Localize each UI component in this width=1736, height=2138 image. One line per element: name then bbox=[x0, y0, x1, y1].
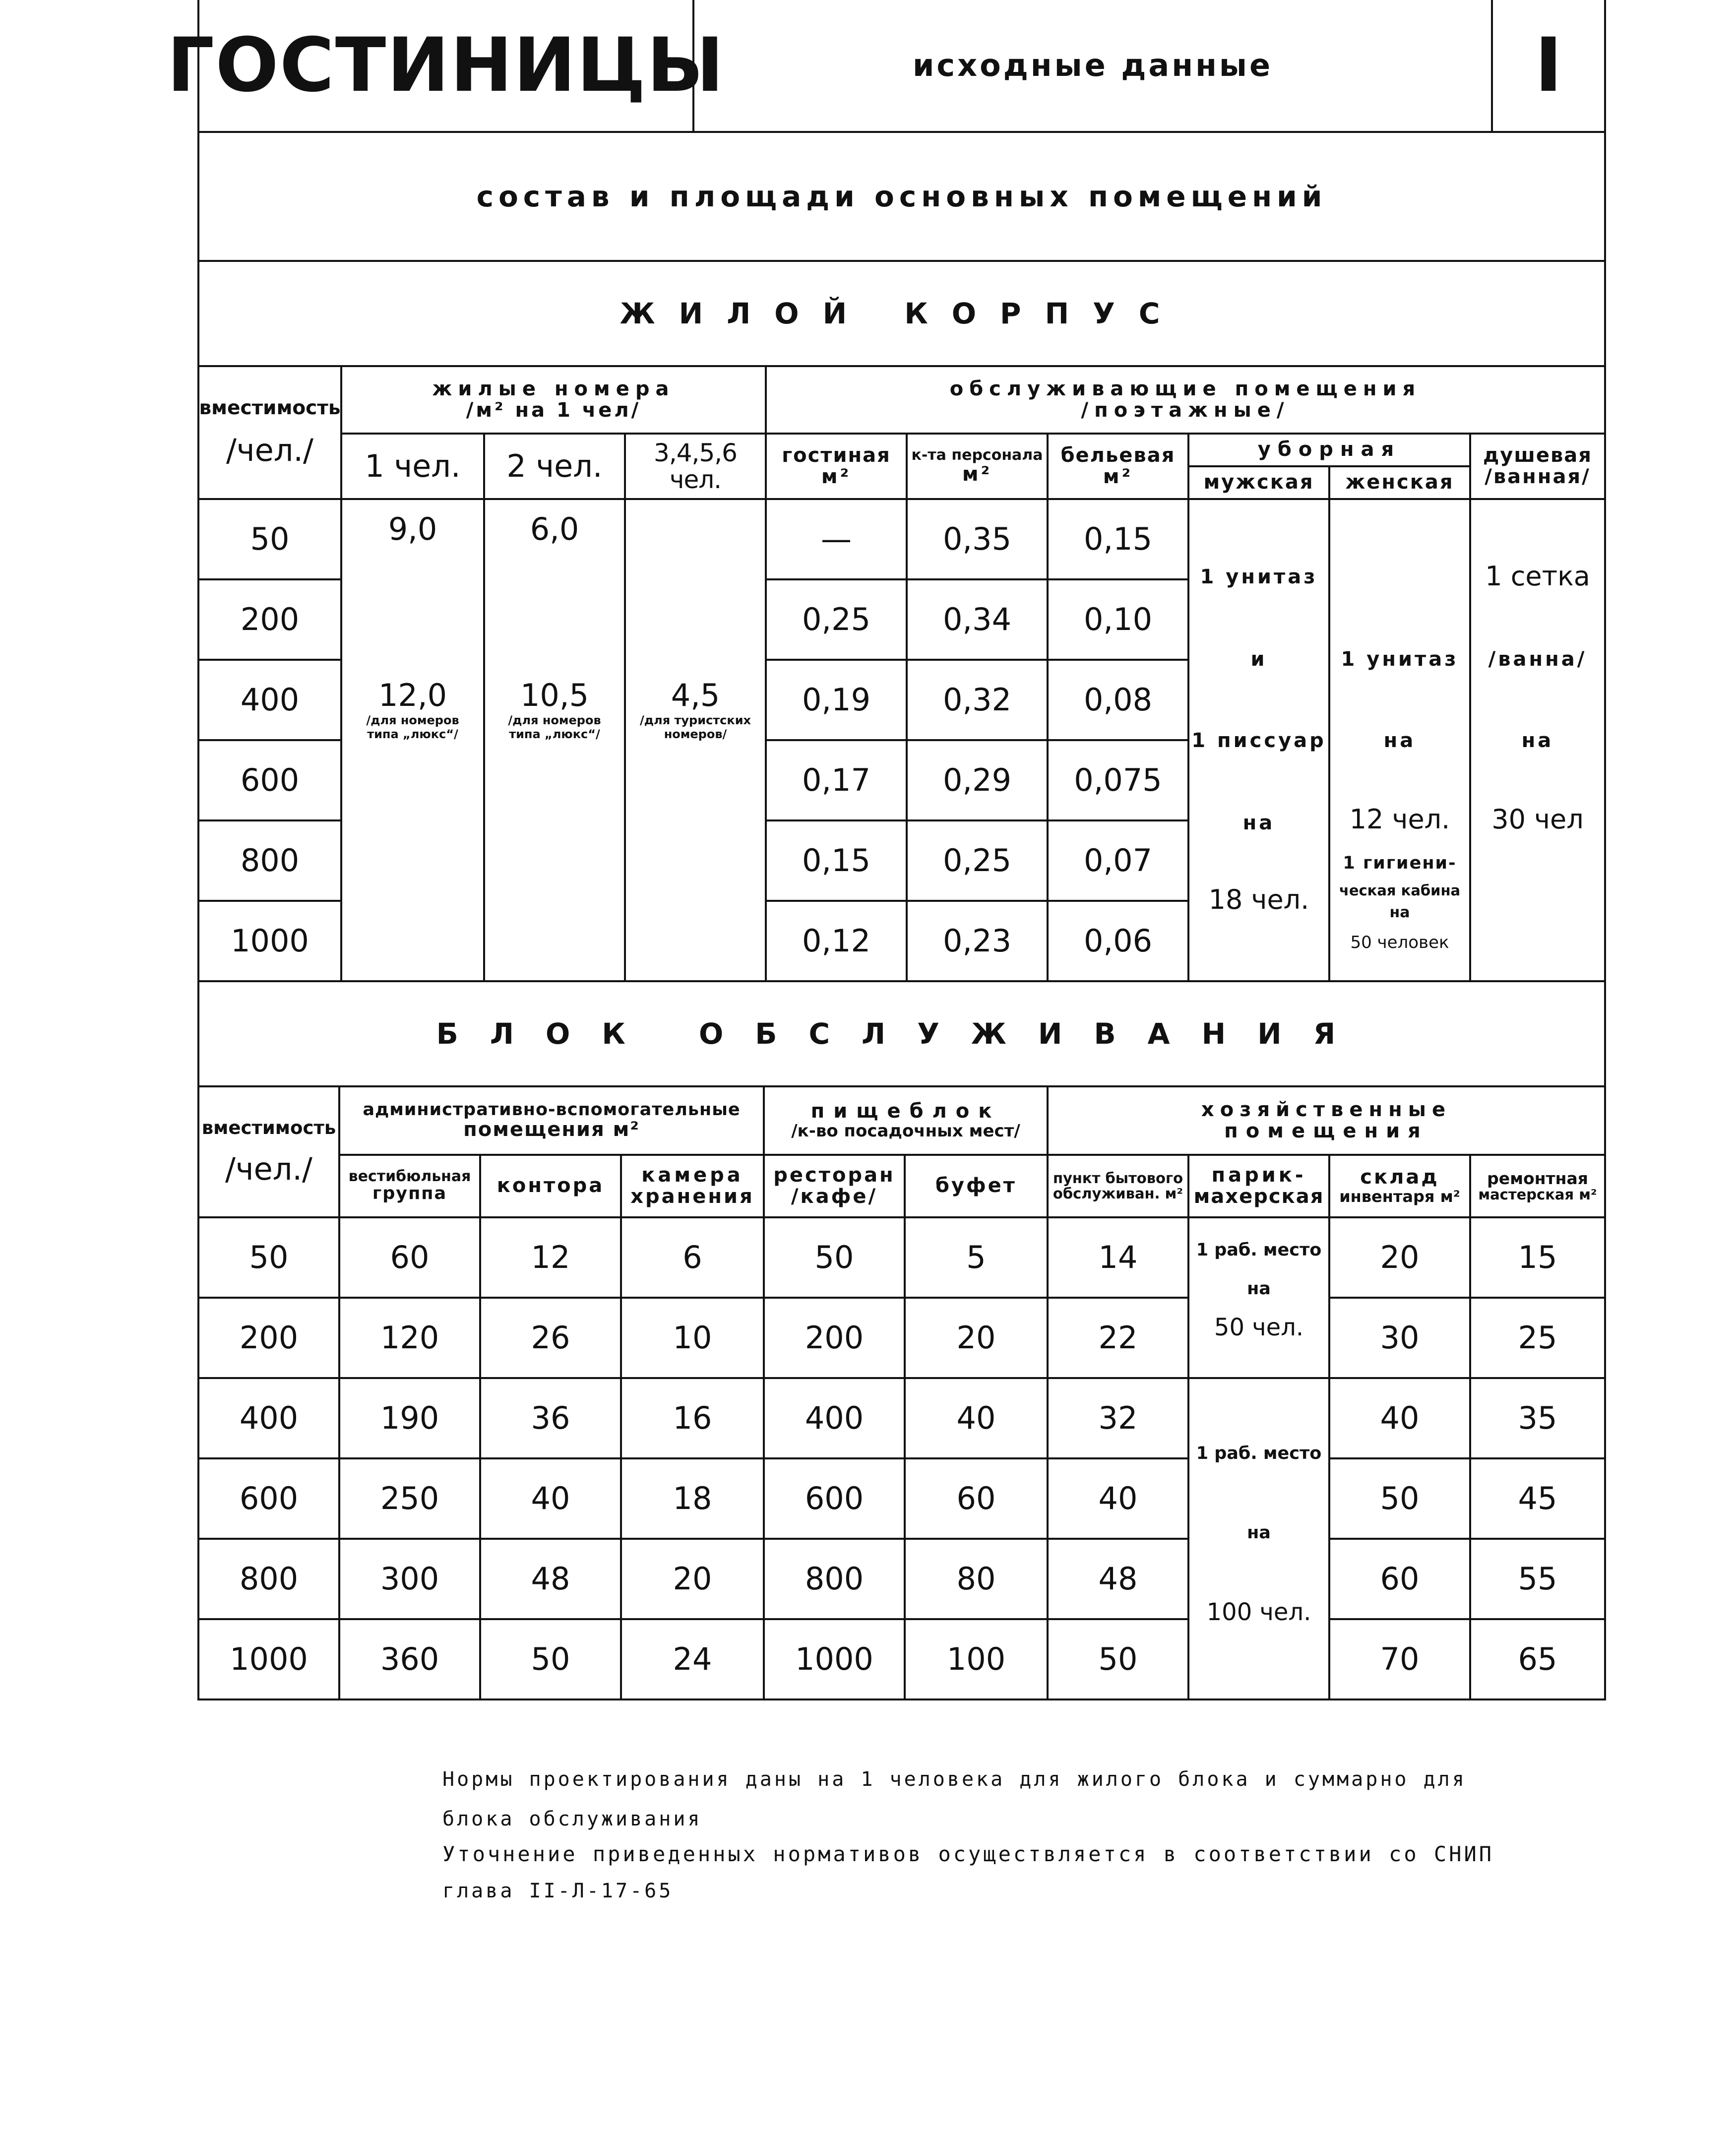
storage-header-line2: хранения bbox=[630, 1185, 754, 1208]
shower-header-line1: душевая bbox=[1483, 443, 1592, 467]
col-single-header bbox=[340, 433, 485, 500]
buffet-value: 5 bbox=[966, 1239, 986, 1275]
srv-capacity-value: 800 bbox=[239, 1560, 299, 1597]
staff-value: 0,23 bbox=[942, 922, 1012, 959]
toilet-women-label: женская bbox=[1345, 471, 1454, 494]
living-value: 0,15 bbox=[802, 842, 871, 879]
staff-cell bbox=[906, 819, 1049, 902]
restaurant-value: 1000 bbox=[795, 1640, 873, 1677]
restaurant-value: 600 bbox=[805, 1480, 864, 1516]
linen-header-line1: бельевая bbox=[1060, 443, 1176, 467]
linen-cell bbox=[1047, 498, 1189, 580]
workshop-cell bbox=[1469, 1216, 1606, 1299]
footnote-line-2: блока обслуживания bbox=[442, 1808, 702, 1830]
res-capacity-cell bbox=[197, 819, 342, 902]
restaurant-cell bbox=[763, 1457, 906, 1540]
col-lobby-header bbox=[338, 1154, 481, 1218]
single-lux-note: /для номеров bbox=[366, 713, 459, 727]
inventory-header-line2: инвентаря м² bbox=[1339, 1187, 1460, 1206]
srv-capacity-cell bbox=[197, 1457, 340, 1540]
office-cell bbox=[479, 1618, 622, 1700]
workshop-value: 65 bbox=[1518, 1640, 1557, 1677]
toilet-women-norm-1: 1 унитаз bbox=[1341, 648, 1459, 671]
workshop-header-line1: ремонтная bbox=[1487, 1168, 1588, 1188]
residential-title-cell bbox=[197, 260, 1606, 367]
rooms-group-line2: /м² на 1 чел/ bbox=[466, 399, 641, 422]
toilet-men-label: мужская bbox=[1203, 471, 1314, 494]
workshop-header-line2: мастерская м² bbox=[1478, 1186, 1597, 1203]
linen-value: 0,08 bbox=[1083, 681, 1153, 718]
admin-group-line2: помещения м² bbox=[463, 1118, 640, 1141]
workshop-cell bbox=[1469, 1297, 1606, 1379]
toilet-women-norm-3: 12 чел. bbox=[1349, 804, 1450, 835]
linen-cell bbox=[1047, 578, 1189, 661]
service-group-line1: обслуживающие помещения bbox=[949, 377, 1422, 400]
col-storage-header bbox=[620, 1154, 765, 1218]
restaurant-header-line2: /кафе/ bbox=[791, 1185, 878, 1208]
col-double-label: 2 чел. bbox=[506, 447, 603, 484]
consumer-cell bbox=[1047, 1457, 1189, 1540]
storage-value: 20 bbox=[673, 1560, 712, 1597]
lobby-cell bbox=[338, 1538, 481, 1620]
living-value: 0,25 bbox=[802, 601, 871, 637]
toilet-men-norm-5: 18 чел. bbox=[1208, 884, 1309, 915]
living-cell bbox=[765, 498, 908, 580]
res-capacity-value: 400 bbox=[240, 681, 300, 718]
inventory-value: 50 bbox=[1380, 1480, 1420, 1516]
inventory-cell bbox=[1328, 1457, 1471, 1540]
staff-value: 0,32 bbox=[942, 681, 1012, 718]
col-living-header bbox=[765, 433, 908, 500]
shower-norm-4: 30 чел bbox=[1491, 804, 1584, 835]
food-group-line2: /к-во посадочных мест/ bbox=[791, 1121, 1020, 1141]
multi-room-note: /для туристских bbox=[640, 713, 751, 727]
storage-header-line1: камера bbox=[641, 1163, 744, 1187]
barber-norm-1-c: 50 чел. bbox=[1214, 1314, 1304, 1341]
shower-header-line2: /ванная/ bbox=[1485, 465, 1591, 488]
multi-room-tourist bbox=[624, 677, 767, 741]
storage-cell bbox=[620, 1297, 765, 1379]
restaurant-header-line1: ресторан bbox=[773, 1163, 895, 1187]
inventory-value: 70 bbox=[1380, 1640, 1420, 1677]
storage-cell bbox=[620, 1618, 765, 1700]
srv-capacity-cell bbox=[197, 1377, 340, 1459]
office-value: 12 bbox=[531, 1239, 570, 1275]
buffet-cell bbox=[904, 1377, 1049, 1459]
consumer-value: 32 bbox=[1098, 1399, 1138, 1436]
toilet-men-norm-1: 1 унитаз bbox=[1200, 566, 1318, 588]
living-value: 0,12 bbox=[802, 922, 871, 959]
workshop-cell bbox=[1469, 1377, 1606, 1459]
footnote-line-1: Нормы проектирования даны на 1 человека для жилого блока и суммарно для bbox=[442, 1768, 1467, 1791]
lobby-cell bbox=[338, 1377, 481, 1459]
multi-room-value: 4,5 bbox=[671, 677, 720, 713]
drawing-sheet bbox=[167, 0, 1606, 1697]
linen-cell bbox=[1047, 900, 1189, 982]
household-group-line2: помещения bbox=[1224, 1120, 1428, 1142]
title-cell bbox=[167, 0, 725, 133]
multi-room-note-2: номеров/ bbox=[664, 727, 727, 741]
storage-value: 10 bbox=[673, 1319, 712, 1356]
office-cell bbox=[479, 1538, 622, 1620]
linen-value: 0,06 bbox=[1083, 922, 1153, 959]
living-header-line1: гостиная bbox=[782, 443, 891, 467]
inventory-cell bbox=[1328, 1618, 1471, 1700]
srv-capacity-value: 200 bbox=[239, 1319, 299, 1356]
staff-cell bbox=[906, 900, 1049, 982]
col-single-label: 1 чел. bbox=[365, 447, 461, 484]
buffet-value: 80 bbox=[956, 1560, 996, 1597]
admin-group-header bbox=[338, 1085, 765, 1156]
consumer-cell bbox=[1047, 1618, 1189, 1700]
col-shower-header bbox=[1469, 433, 1606, 500]
res-capacity-value: 1000 bbox=[231, 922, 309, 959]
office-cell bbox=[479, 1297, 622, 1379]
staff-value: 0,29 bbox=[942, 761, 1012, 798]
buffet-cell bbox=[904, 1297, 1049, 1379]
footnote-line-4: глава II-Л-17-65 bbox=[442, 1880, 674, 1902]
storage-cell bbox=[620, 1538, 765, 1620]
res-capacity-cell bbox=[197, 739, 342, 821]
consumer-cell bbox=[1047, 1297, 1189, 1379]
workshop-value: 35 bbox=[1518, 1399, 1557, 1436]
col-workshop-header bbox=[1469, 1154, 1606, 1218]
restaurant-value: 400 bbox=[805, 1399, 864, 1436]
barber-norm-1-a: 1 раб. место bbox=[1196, 1240, 1322, 1260]
restaurant-value: 800 bbox=[805, 1560, 864, 1597]
srv-capacity-cell bbox=[197, 1538, 340, 1620]
col-inventory-header bbox=[1328, 1154, 1471, 1218]
res-capacity-cell bbox=[197, 498, 342, 580]
lobby-value: 60 bbox=[390, 1239, 430, 1275]
linen-cell bbox=[1047, 819, 1189, 902]
col-consumer-header bbox=[1047, 1154, 1189, 1218]
inventory-header-line1: склад bbox=[1360, 1166, 1439, 1189]
document-subtitle: исходные данные bbox=[912, 47, 1273, 83]
col-multi-label: 3,4,5,6 чел. bbox=[654, 439, 737, 494]
living-value: 0,19 bbox=[802, 681, 871, 718]
consumer-header-line1: пункт бытового bbox=[1053, 1169, 1183, 1187]
document-title: ГОСТИНИЦЫ bbox=[167, 22, 725, 109]
office-cell bbox=[479, 1457, 622, 1540]
storage-cell bbox=[620, 1457, 765, 1540]
buffet-value: 20 bbox=[956, 1319, 996, 1356]
barber-norm-2-c: 100 чел. bbox=[1206, 1598, 1311, 1626]
double-room-value-50 bbox=[483, 511, 626, 547]
sheet-number: I bbox=[1535, 22, 1562, 109]
section-title-cell bbox=[197, 131, 1606, 262]
office-value: 40 bbox=[531, 1480, 570, 1516]
lobby-value: 300 bbox=[380, 1560, 439, 1597]
inventory-value: 30 bbox=[1380, 1319, 1420, 1356]
subtitle-cell bbox=[692, 0, 1493, 133]
office-header-label: контора bbox=[496, 1174, 605, 1197]
linen-value: 0,07 bbox=[1083, 842, 1153, 879]
staff-cell bbox=[906, 739, 1049, 821]
col-double-header bbox=[483, 433, 626, 500]
lobby-value: 360 bbox=[380, 1640, 439, 1677]
footnote-line-3: Уточнение приведенных нормативов осуществляется в соответствии со СНИП bbox=[442, 1842, 1494, 1866]
staff-header-line1: к-та персонала bbox=[911, 446, 1043, 464]
rooms-group-header bbox=[340, 365, 767, 435]
buffet-cell bbox=[904, 1457, 1049, 1540]
sheet-number-cell bbox=[1491, 0, 1606, 133]
srv-capacity-cell bbox=[197, 1297, 340, 1379]
rooms-group-line1: жилые номера bbox=[432, 377, 675, 400]
res-capacity-label: вместимость bbox=[199, 397, 341, 420]
restaurant-value: 200 bbox=[805, 1319, 864, 1356]
res-capacity-value: 800 bbox=[240, 842, 300, 879]
double-lux-note-2: типа „люкс“/ bbox=[509, 727, 600, 741]
linen-cell bbox=[1047, 659, 1189, 741]
workshop-cell bbox=[1469, 1538, 1606, 1620]
lobby-header-line2: группа bbox=[372, 1184, 447, 1204]
workshop-cell bbox=[1469, 1457, 1606, 1540]
toilet-women-norm-2: на bbox=[1383, 729, 1416, 752]
col-barber-header bbox=[1187, 1154, 1330, 1218]
storage-value: 6 bbox=[682, 1239, 702, 1275]
buffet-value: 60 bbox=[956, 1480, 996, 1516]
lobby-cell bbox=[338, 1457, 481, 1540]
service-group-header bbox=[765, 365, 1606, 435]
toilet-men-norm-2: и bbox=[1250, 648, 1267, 671]
res-capacity-value: 200 bbox=[240, 601, 300, 637]
res-capacity-cell bbox=[197, 900, 342, 982]
living-cell bbox=[765, 739, 908, 821]
srv-capacity-cell bbox=[197, 1216, 340, 1299]
consumer-value: 40 bbox=[1098, 1480, 1138, 1516]
srv-capacity-value: 50 bbox=[249, 1239, 289, 1275]
section-title: состав и площади основных помещений bbox=[476, 179, 1327, 213]
srv-capacity-label: вместимость bbox=[201, 1117, 336, 1138]
consumer-cell bbox=[1047, 1377, 1189, 1459]
household-group-line1: хозяйственные bbox=[1201, 1098, 1452, 1121]
linen-value: 0,075 bbox=[1074, 761, 1162, 798]
lobby-cell bbox=[338, 1216, 481, 1299]
col-office-header bbox=[479, 1154, 622, 1218]
residential-title: ЖИЛОЙ КОРПУС bbox=[620, 296, 1184, 330]
col-multi-header bbox=[624, 433, 767, 500]
res-capacity-value: 600 bbox=[240, 761, 300, 798]
restaurant-cell bbox=[763, 1618, 906, 1700]
res-capacity-cell bbox=[197, 659, 342, 741]
living-cell bbox=[765, 900, 908, 982]
living-cell bbox=[765, 578, 908, 661]
staff-value: 0,34 bbox=[942, 601, 1012, 637]
food-group-line1: пищеблок bbox=[810, 1100, 1001, 1123]
office-cell bbox=[479, 1216, 622, 1299]
lobby-header-line1: вестибюльная bbox=[348, 1167, 471, 1185]
linen-header-line2: м² bbox=[1103, 465, 1133, 488]
barber-norm-2-b: на bbox=[1247, 1523, 1271, 1543]
inventory-value: 20 bbox=[1380, 1239, 1420, 1275]
barber-header-line1: парик- bbox=[1211, 1163, 1306, 1187]
workshop-value: 45 bbox=[1518, 1480, 1557, 1516]
double-room-norm: 6,0 bbox=[530, 511, 579, 547]
col-linen-header bbox=[1047, 433, 1189, 500]
toilet-men-norm-4: на bbox=[1242, 812, 1275, 834]
food-group-header bbox=[763, 1085, 1049, 1156]
restaurant-cell bbox=[763, 1216, 906, 1299]
storage-value: 24 bbox=[673, 1640, 712, 1677]
workshop-value: 25 bbox=[1518, 1319, 1557, 1356]
toilet-men-norm-3: 1 писсуар bbox=[1191, 729, 1326, 752]
lobby-value: 120 bbox=[380, 1319, 439, 1356]
res-capacity-header bbox=[197, 365, 342, 500]
service-title-cell bbox=[197, 980, 1606, 1087]
col-toilet-men-header bbox=[1187, 465, 1330, 500]
toilet-header-label: уборная bbox=[1257, 438, 1401, 461]
col-toilet-women-header bbox=[1328, 465, 1471, 500]
storage-cell bbox=[620, 1216, 765, 1299]
buffet-value: 100 bbox=[946, 1640, 1006, 1677]
consumer-value: 22 bbox=[1098, 1319, 1138, 1356]
inventory-cell bbox=[1328, 1216, 1471, 1299]
storage-value: 18 bbox=[673, 1480, 712, 1516]
col-restaurant-header bbox=[763, 1154, 906, 1218]
living-cell bbox=[765, 819, 908, 902]
barber-norm-2-a: 1 раб. место bbox=[1196, 1444, 1322, 1463]
srv-capacity-unit: /чел./ bbox=[225, 1150, 312, 1187]
linen-value: 0,15 bbox=[1083, 520, 1153, 557]
shower-norm-2: /ванна/ bbox=[1488, 648, 1587, 671]
inventory-value: 60 bbox=[1380, 1560, 1420, 1597]
barber-header-line2: махерская bbox=[1193, 1185, 1324, 1208]
single-lux-note-2: типа „люкс“/ bbox=[367, 727, 458, 741]
living-value: 0,17 bbox=[802, 761, 871, 798]
buffet-cell bbox=[904, 1216, 1049, 1299]
office-value: 48 bbox=[531, 1560, 570, 1597]
staff-header-line2: м² bbox=[962, 462, 992, 486]
consumer-cell bbox=[1047, 1216, 1189, 1299]
inventory-cell bbox=[1328, 1297, 1471, 1379]
living-value: — bbox=[821, 520, 852, 557]
lobby-value: 190 bbox=[380, 1399, 439, 1436]
service-title: БЛОК ОБСЛУЖИВАНИЯ bbox=[436, 1016, 1367, 1051]
storage-cell bbox=[620, 1377, 765, 1459]
col-toilet-header bbox=[1187, 433, 1471, 467]
barber-norm-1-b: на bbox=[1247, 1279, 1271, 1299]
col-buffet-header bbox=[904, 1154, 1049, 1218]
restaurant-value: 50 bbox=[814, 1239, 854, 1275]
double-room-lux bbox=[483, 677, 626, 741]
inventory-cell bbox=[1328, 1538, 1471, 1620]
restaurant-cell bbox=[763, 1377, 906, 1459]
workshop-value: 15 bbox=[1518, 1239, 1557, 1275]
inventory-cell bbox=[1328, 1377, 1471, 1459]
toilet-women-norm-4: 1 гигиени- bbox=[1343, 853, 1457, 873]
toilet-women-norm-5: ческая кабина bbox=[1339, 882, 1461, 899]
living-header-line2: м² bbox=[821, 465, 852, 488]
household-group-header bbox=[1047, 1085, 1606, 1156]
living-cell bbox=[765, 659, 908, 741]
srv-capacity-value: 600 bbox=[239, 1480, 299, 1516]
single-room-norm: 9,0 bbox=[388, 511, 437, 547]
single-room-value-50 bbox=[340, 511, 485, 547]
buffet-cell bbox=[904, 1538, 1049, 1620]
storage-value: 16 bbox=[673, 1399, 712, 1436]
office-cell bbox=[479, 1377, 622, 1459]
buffet-header-label: буфет bbox=[935, 1174, 1017, 1197]
res-capacity-unit: /чел./ bbox=[226, 432, 313, 468]
shower-norm-3: на bbox=[1521, 729, 1554, 752]
buffet-value: 40 bbox=[956, 1399, 996, 1436]
srv-capacity-value: 400 bbox=[239, 1399, 299, 1436]
shower-norm-1: 1 сетка bbox=[1485, 561, 1590, 592]
linen-value: 0,10 bbox=[1083, 601, 1153, 637]
staff-cell bbox=[906, 578, 1049, 661]
res-capacity-value: 50 bbox=[250, 520, 290, 557]
consumer-value: 48 bbox=[1098, 1560, 1138, 1597]
staff-value: 0,35 bbox=[942, 520, 1012, 557]
inventory-value: 40 bbox=[1380, 1399, 1420, 1436]
col-staff-header bbox=[906, 433, 1049, 500]
restaurant-cell bbox=[763, 1538, 906, 1620]
single-lux-value: 12,0 bbox=[378, 677, 447, 713]
double-lux-value: 10,5 bbox=[520, 677, 589, 713]
lobby-cell bbox=[338, 1297, 481, 1379]
consumer-header-line2: обслуживан. м² bbox=[1053, 1185, 1183, 1202]
single-room-lux bbox=[340, 677, 485, 741]
office-value: 36 bbox=[531, 1399, 570, 1436]
toilet-women-norm-6: на bbox=[1389, 904, 1410, 921]
consumer-value: 14 bbox=[1098, 1239, 1138, 1275]
double-lux-note: /для номеров bbox=[508, 713, 601, 727]
res-capacity-cell bbox=[197, 578, 342, 661]
srv-capacity-value: 1000 bbox=[230, 1640, 308, 1677]
workshop-cell bbox=[1469, 1618, 1606, 1700]
srv-capacity-header bbox=[197, 1085, 340, 1218]
consumer-value: 50 bbox=[1098, 1640, 1138, 1677]
office-value: 26 bbox=[531, 1319, 570, 1356]
lobby-value: 250 bbox=[380, 1480, 439, 1516]
toilet-women-norm-7: 50 человек bbox=[1350, 933, 1449, 952]
linen-cell bbox=[1047, 739, 1189, 821]
staff-value: 0,25 bbox=[942, 842, 1012, 879]
service-group-line2: /поэтажные/ bbox=[1081, 399, 1290, 422]
staff-cell bbox=[906, 659, 1049, 741]
workshop-value: 55 bbox=[1518, 1560, 1557, 1597]
admin-group-line1: административно-вспомогательные bbox=[363, 1099, 741, 1120]
buffet-cell bbox=[904, 1618, 1049, 1700]
office-value: 50 bbox=[531, 1640, 570, 1677]
restaurant-cell bbox=[763, 1297, 906, 1379]
consumer-cell bbox=[1047, 1538, 1189, 1620]
staff-cell bbox=[906, 498, 1049, 580]
srv-capacity-cell bbox=[197, 1618, 340, 1700]
lobby-cell bbox=[338, 1618, 481, 1700]
